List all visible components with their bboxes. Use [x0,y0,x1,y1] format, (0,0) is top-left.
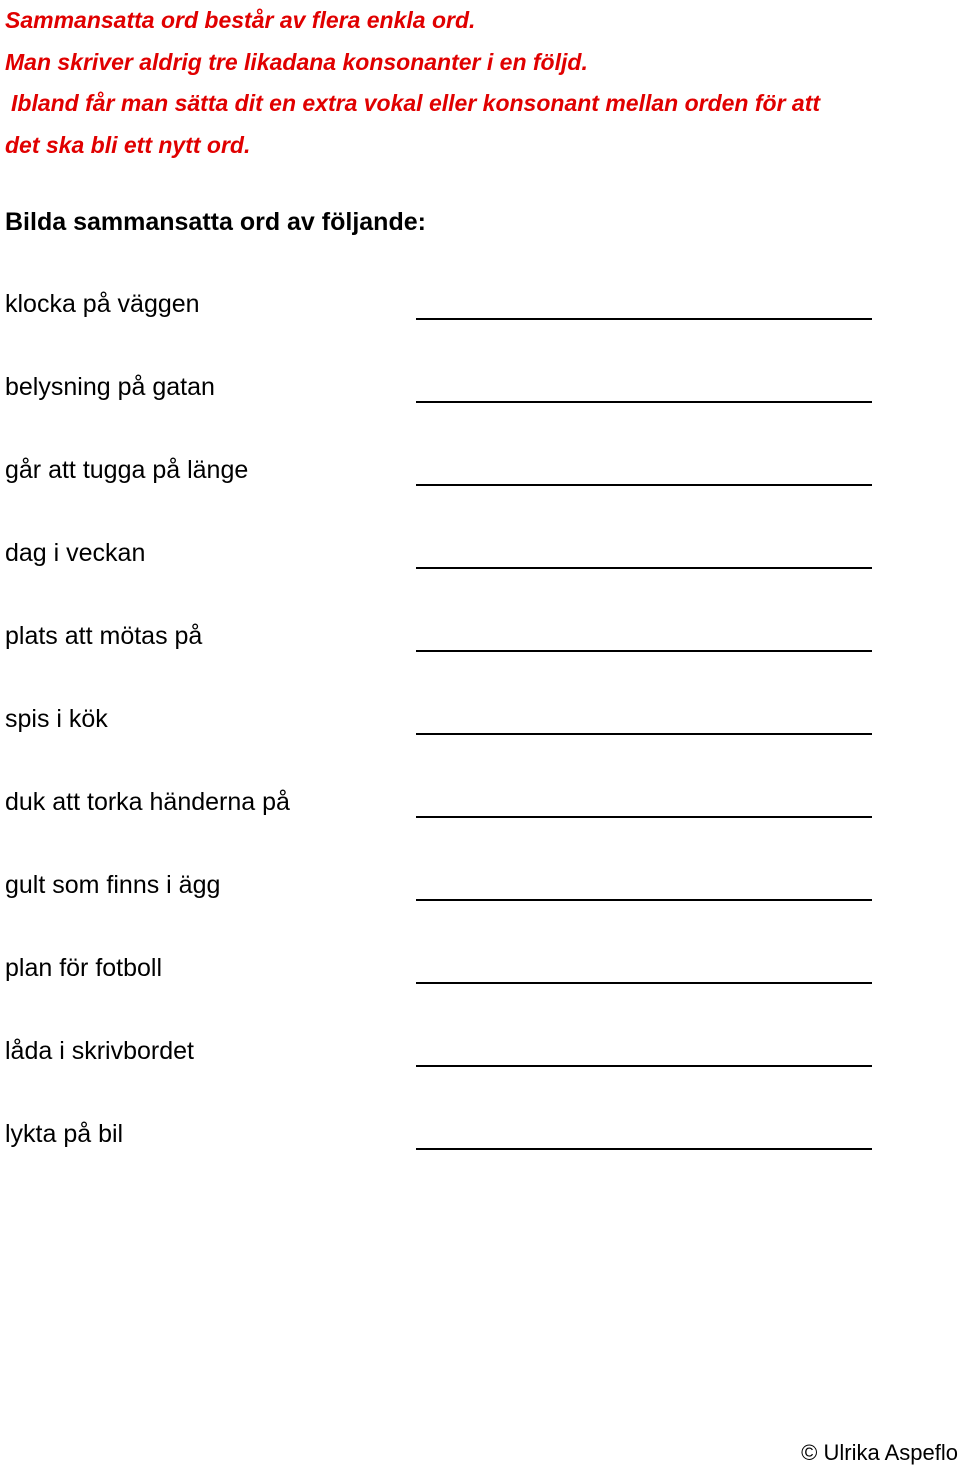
answer-line[interactable] [416,567,872,569]
rule-line-2: Man skriver aldrig tre likadana konsonanter i en följd. [5,48,588,75]
exercise-phrase: plan för fotboll [5,954,163,982]
exercise-row [5,367,885,450]
rules-block [5,0,955,166]
exercise-row [5,699,885,782]
exercise-row [5,1031,885,1114]
answer-line[interactable] [416,1065,872,1067]
exercise-row [5,948,885,1031]
exercise-phrase: plats att mötas på [5,622,203,650]
answer-line[interactable] [416,401,872,403]
exercise-row [5,450,885,533]
exercise-phrase: belysning på gatan [5,373,215,401]
exercise-phrase: lykta på bil [5,1120,124,1148]
exercise-row [5,782,885,865]
rule-line-4: det ska bli ett nytt ord. [5,131,251,158]
answer-line[interactable] [416,816,872,818]
exercise-phrase: duk att torka händerna på [5,788,290,816]
exercise-phrase: går att tugga på länge [5,456,249,484]
answer-line[interactable] [416,650,872,652]
answer-line[interactable] [416,1148,872,1150]
exercise-phrase: klocka på väggen [5,290,200,318]
answer-line[interactable] [416,982,872,984]
exercise-phrase: dag i veckan [5,539,146,567]
rule-line-3: Ibland får man sätta dit en extra vokal eller konsonant mellan orden för att [11,90,821,116]
copyright-footer: © Ulrika Aspeflo [801,1440,958,1465]
exercise-phrase: låda i skrivbordet [5,1037,194,1065]
exercise-row [5,533,885,616]
answer-line[interactable] [416,318,872,320]
exercise-row [5,284,885,367]
answer-line[interactable] [416,899,872,901]
exercise-phrase: spis i kök [5,705,108,733]
rule-line-1: Sammansatta ord består av flera enkla ord. [5,7,476,33]
instruction-heading: Bilda sammansatta ord av följande: [5,208,426,236]
exercise-row [5,865,885,948]
answer-line[interactable] [416,484,872,486]
exercise-row [5,616,885,699]
exercise-row [5,1114,885,1197]
exercise-list [5,284,885,1197]
exercise-phrase: gult som finns i ägg [5,871,221,899]
answer-line[interactable] [416,733,872,735]
